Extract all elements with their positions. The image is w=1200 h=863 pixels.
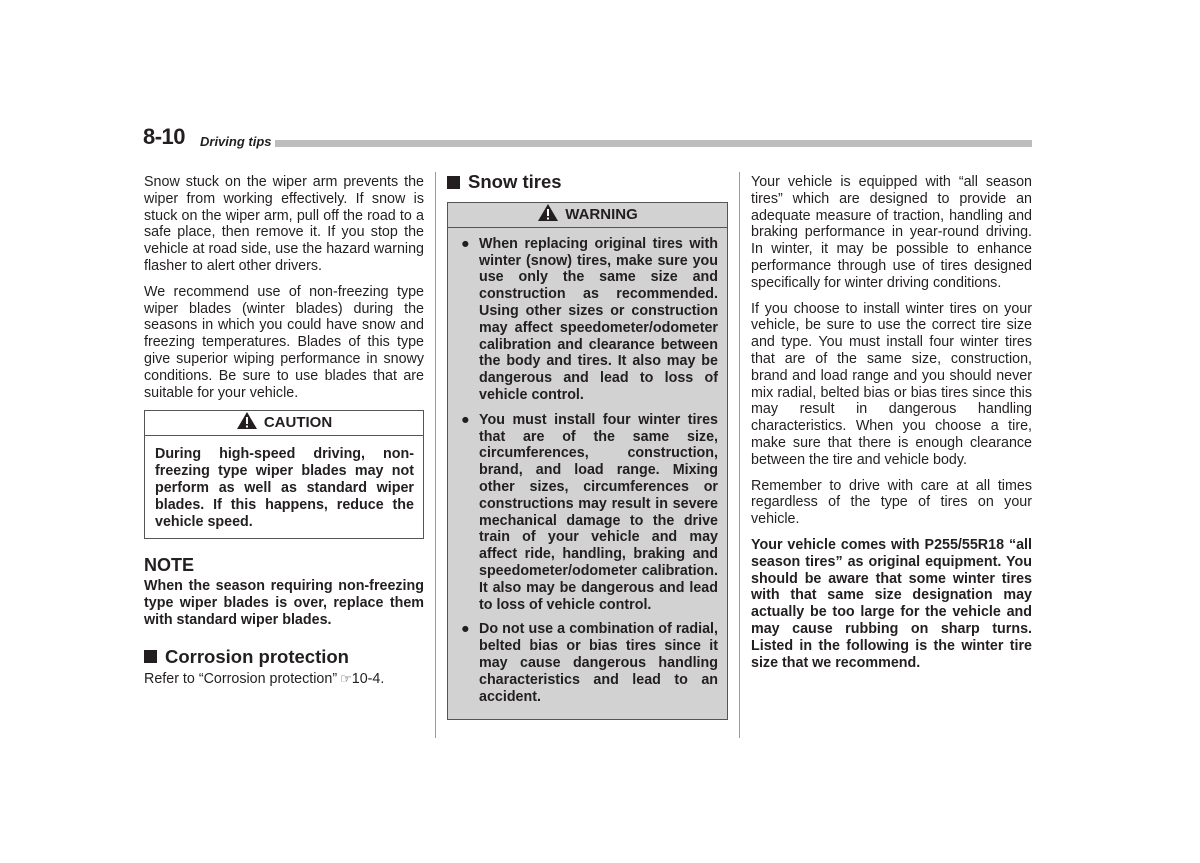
warning-triangle-icon <box>537 203 559 230</box>
bullet-icon: ● <box>461 621 470 638</box>
page-reference-icon: ☞ <box>340 671 352 687</box>
note-text: When the season requiring non-freezing type wiper blades is over, replace them with standard wiper blades. <box>144 578 424 628</box>
column-3 <box>751 174 1032 680</box>
warning-body <box>448 228 727 720</box>
section-square-icon <box>144 650 157 663</box>
note-title: NOTE <box>144 555 195 576</box>
caution-title: CAUTION <box>263 414 333 432</box>
warning-title: WARNING <box>565 205 638 223</box>
paragraph: We recommend use of non-freezing type wiper blades (winter blades) during the seasons in which you could have snow and freezing temperatures. Blades of this type give superior wiping performance in snowy conditions. Be sure to use blades that are suitable for your vehicle. <box>144 283 424 401</box>
section-name: Driving tips <box>200 134 272 149</box>
snow-tires-heading <box>447 171 728 192</box>
corrosion-ref-page: 10-4. <box>351 671 385 688</box>
caution-text: During high-speed driving, non-freezing type wiper blades may not perform as well as standard wiper blades. If this happens, reduce the vehicle speed. <box>155 446 414 530</box>
corrosion-ref-text: Refer to “Corrosion protection” <box>144 671 338 688</box>
page-number: 8-10 <box>143 124 186 149</box>
column-divider <box>435 172 436 738</box>
page-header <box>143 124 1032 154</box>
warning-item <box>457 621 718 705</box>
snow-tires-title: Snow tires <box>468 171 562 192</box>
bullet-icon: ● <box>461 235 470 252</box>
column-1 <box>144 174 424 688</box>
warning-item-text: When replacing original tires with winter (snow) tires, make sure you use only the same size and construction as recommended. Using other sizes or construction may affect speedometer/odometer calibration and clearance between the body and tires. It also may be dangerous and lead to loss of vehicle control. <box>479 235 718 403</box>
section-square-icon <box>447 176 460 189</box>
warning-item <box>457 236 718 404</box>
warning-triangle-icon <box>236 411 258 438</box>
corrosion-reference <box>144 671 424 688</box>
warning-item-text: You must install four winter tires that are of the same size, circumferences, construction, brand, and load range. Mixing other sizes, circumferences or constructions may result in severe mechanical damage to the drive train of your vehicle and may affect ride, handling, braking and speedometer/odometer calibration. It also may be dangerous and lead to loss of vehicle control. <box>479 411 718 613</box>
warning-item <box>457 412 718 614</box>
header-rule <box>275 140 1032 147</box>
paragraph: If you choose to install winter tires on your vehicle, be sure to use the correct tire size and type. You must install four winter tires that are of the same size, construction, brand and load range and you should never mix radial, belted bias or bias tires since this may result in dangerous handling characteristics. When you choose a tire, make sure that there is enough clearance between the tire and vehicle body. <box>751 300 1032 468</box>
caution-header <box>145 411 423 436</box>
corrosion-title: Corrosion protection <box>165 645 349 667</box>
warning-header <box>448 203 727 228</box>
corrosion-heading <box>144 645 424 667</box>
column-2 <box>447 171 728 720</box>
paragraph: Your vehicle is equipped with “all season tires” which are designed to provide an adequate measure of traction, handling and braking performance in year-round driving. In winter, it may be possible to enhance performance through use of tires designed specifically for winter driving conditions. <box>751 174 1032 291</box>
column-divider <box>739 172 740 738</box>
bullet-icon: ● <box>461 411 470 428</box>
paragraph: Remember to drive with care at all times regardless of the type of tires on your vehicle. <box>751 477 1032 528</box>
warning-box <box>447 202 728 721</box>
paragraph-bold: Your vehicle comes with P255/55R18 “all season tires” as original equipment. You should be aware that some winter tires with that same size designation may actually be too large for the vehicle and may cause rubbing on sharp turns. Listed in the following is the winter tire size that we recommend. <box>751 536 1032 671</box>
caution-box <box>144 410 424 539</box>
warning-item-text: Do not use a combination of radial, belted bias or bias tires since it may cause dangerous handling characteristics and lead to an accident. <box>479 621 718 705</box>
paragraph: Snow stuck on the wiper arm prevents the wiper from working effectively. If snow is stuck on the wiper arm, pull off the road to a safe place, then remove it. If you stop the vehicle at road side, use the hazard warning flasher to alert other drivers. <box>144 174 424 274</box>
